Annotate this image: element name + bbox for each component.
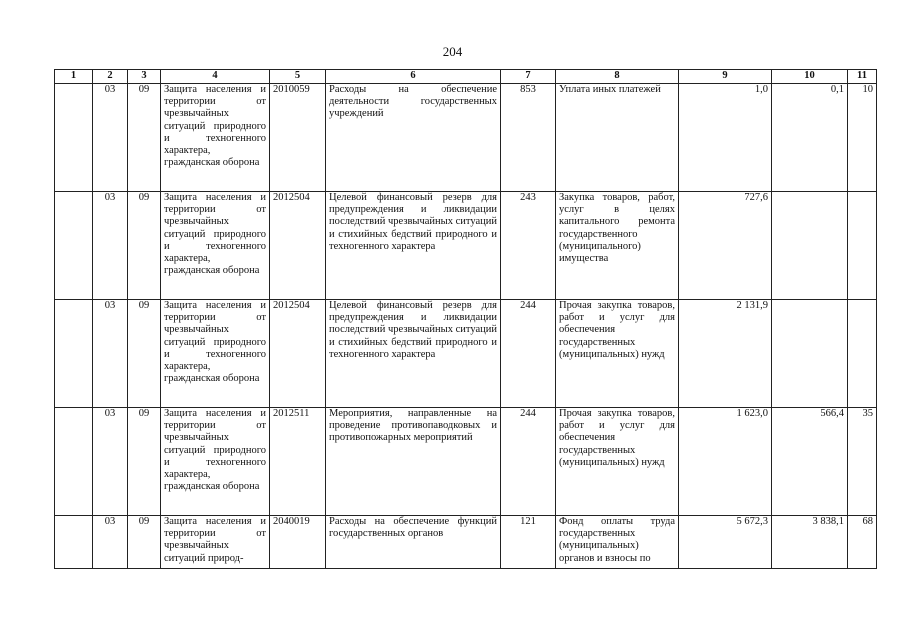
cell-section-name: Защита населения и территории от чрезвычайных ситуаций природ- [161, 516, 270, 569]
cell-amount-9: 1 623,0 [679, 408, 772, 516]
cell-section: 03 [93, 84, 128, 192]
cell-section-name: Защита населения и территории от чрезвычайных ситуаций природного и техногенного характера, гражданская оборона [161, 300, 270, 408]
cell-amount-10 [772, 192, 848, 300]
cell-target-name: Целевой финансовый резерв для предупреждения и ликвидации последствий чрезвычайных ситуаций и стихийных бедствий природного и техногенного характера [326, 192, 501, 300]
cell-target-name: Расходы на обеспечение функций государственных органов [326, 516, 501, 569]
column-header-11: 11 [848, 70, 877, 84]
cell-amount-9: 727,6 [679, 192, 772, 300]
column-header-7: 7 [501, 70, 556, 84]
cell-amount-11 [848, 300, 877, 408]
table-row [55, 516, 877, 569]
cell-amount-9: 1,0 [679, 84, 772, 192]
cell-target-code: 2012504 [270, 192, 326, 300]
cell-expense-code: 243 [501, 192, 556, 300]
cell-amount-11: 35 [848, 408, 877, 516]
cell-section: 03 [93, 516, 128, 569]
cell-expense-code: 853 [501, 84, 556, 192]
cell-amount-9: 2 131,9 [679, 300, 772, 408]
cell-subsection: 09 [128, 192, 161, 300]
cell-amount-11: 68 [848, 516, 877, 569]
cell-target-code: 2012511 [270, 408, 326, 516]
column-header-4: 4 [161, 70, 270, 84]
table-row [55, 192, 877, 300]
cell-amount-10: 0,1 [772, 84, 848, 192]
cell-subsection: 09 [128, 84, 161, 192]
cell-subsection: 09 [128, 516, 161, 569]
cell-expense-name: Фонд оплаты труда государственных (муниципальных) органов и взносы по [556, 516, 679, 569]
cell-target-code: 2010059 [270, 84, 326, 192]
cell-amount-10: 3 838,1 [772, 516, 848, 569]
table-row [55, 84, 877, 192]
cell-section: 03 [93, 192, 128, 300]
table-row [55, 408, 877, 516]
cell-expense-name: Прочая закупка товаров, работ и услуг для обеспечения государственных (муниципальных) нужд [556, 300, 679, 408]
cell-section: 03 [93, 300, 128, 408]
cell-col1 [55, 408, 93, 516]
cell-amount-11: 10 [848, 84, 877, 192]
cell-target-code: 2040019 [270, 516, 326, 569]
column-header-9: 9 [679, 70, 772, 84]
column-header-10: 10 [772, 70, 848, 84]
cell-expense-name: Прочая закупка товаров, работ и услуг для обеспечения государственных (муниципальных) нужд [556, 408, 679, 516]
cell-amount-10 [772, 300, 848, 408]
cell-target-name: Мероприятия, направленные на проведение противопаводковых и противопожарных мероприятий [326, 408, 501, 516]
cell-col1 [55, 300, 93, 408]
cell-expense-name: Уплата иных платежей [556, 84, 679, 192]
cell-target-code: 2012504 [270, 300, 326, 408]
cell-section-name: Защита населения и территории от чрезвычайных ситуаций природного и техногенного характера, гражданская оборона [161, 192, 270, 300]
cell-expense-code: 121 [501, 516, 556, 569]
column-header-1: 1 [55, 70, 93, 84]
column-header-2: 2 [93, 70, 128, 84]
column-header-5: 5 [270, 70, 326, 84]
cell-expense-code: 244 [501, 408, 556, 516]
column-header-6: 6 [326, 70, 501, 84]
cell-section-name: Защита населения и территории от чрезвычайных ситуаций природного и техногенного характера, гражданская оборона [161, 408, 270, 516]
page-number: 204 [442, 44, 463, 59]
cell-section: 03 [93, 408, 128, 516]
cell-col1 [55, 84, 93, 192]
header-row [55, 70, 877, 84]
cell-expense-name: Закупка товаров, работ, услуг в целях капитального ремонта государственного (муниципального) имущества [556, 192, 679, 300]
cell-amount-10: 566,4 [772, 408, 848, 516]
cell-col1 [55, 516, 93, 569]
column-header-3: 3 [128, 70, 161, 84]
cell-subsection: 09 [128, 300, 161, 408]
cell-subsection: 09 [128, 408, 161, 516]
cell-expense-code: 244 [501, 300, 556, 408]
cell-target-name: Расходы на обеспечение деятельности государственных учреждений [326, 84, 501, 192]
cell-amount-9: 5 672,3 [679, 516, 772, 569]
cell-section-name: Защита населения и территории от чрезвычайных ситуаций природного и техногенного характера, гражданская оборона [161, 84, 270, 192]
table-row [55, 300, 877, 408]
cell-target-name: Целевой финансовый резерв для предупреждения и ликвидации последствий чрезвычайных ситуаций и стихийных бедствий природного и техногенного характера [326, 300, 501, 408]
column-header-8: 8 [556, 70, 679, 84]
cell-amount-11 [848, 192, 877, 300]
budget-table [54, 69, 877, 569]
cell-col1 [55, 192, 93, 300]
